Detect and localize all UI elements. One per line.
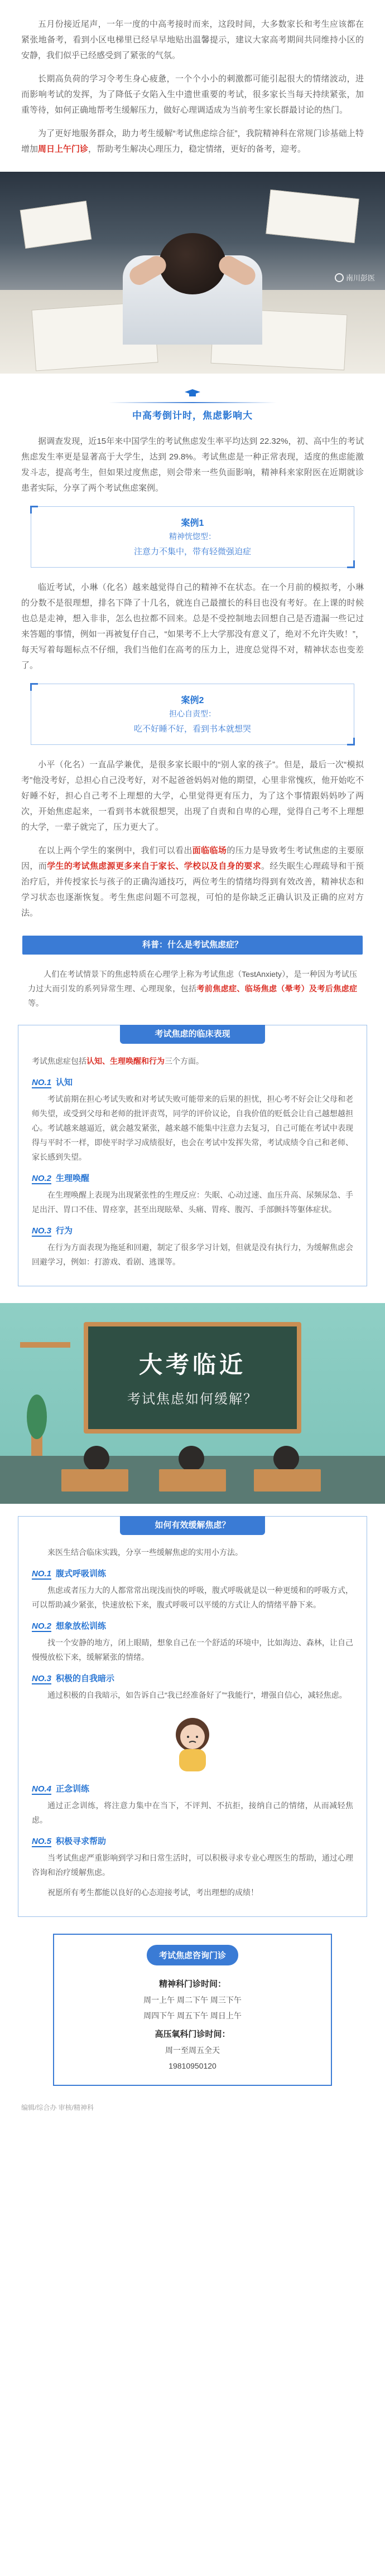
relief-item-text: 通过积极的自我暗示，如告诉自己“我已经准备好了”“我能行”，增强自信心，减轻焦虑。 xyxy=(47,1691,347,1699)
sign-item-name: 生理唤醒 xyxy=(56,1174,90,1183)
classroom-desk xyxy=(254,1469,321,1492)
intro-paragraph-1: 五月份接近尾声，一年一度的中高考接时而来，这段时间，大多数家长和考生应该都在紧张地备考，看到小区电梯里已经早早地贴出温馨提示，建议大家高考期间共同维持小区的安静，我们似乎已经感受到了紧张的气氛。 xyxy=(21,20,364,60)
classroom-desk xyxy=(159,1469,226,1492)
relief-item-header xyxy=(32,1672,353,1684)
relief-intro: 来医生结合临床实践，分享一些缓解焦虑的实用小方法。 xyxy=(47,1548,243,1557)
sign-item-name: 认知 xyxy=(56,1078,73,1087)
case2-p2-text-a: 在以上两个学生的案例中，我们可以看出 xyxy=(38,846,192,855)
case2-title: 案例2 xyxy=(181,696,204,705)
relief-card xyxy=(18,1516,367,1917)
relief-item-header xyxy=(32,1835,353,1847)
relief-item-text: 通过正念训练，将注意力集中在当下，不评判、不抗拒，接纳自己的情绪，从而减轻焦虑。 xyxy=(32,1801,353,1824)
relief-item-number: NO.4 xyxy=(32,1784,52,1794)
watermark-logo-icon xyxy=(335,273,344,282)
relief-item-name: 积极寻求帮助 xyxy=(56,1837,107,1846)
signs-intro xyxy=(32,1054,353,1068)
student-figure xyxy=(179,1446,204,1471)
corner-decoration xyxy=(30,506,38,514)
signs-intro-highlight: 认知、生理唤醒和行为 xyxy=(86,1057,165,1066)
case2-box xyxy=(31,684,354,745)
relief-card-title: 如何有效缓解焦虑？ xyxy=(120,1516,265,1535)
exam-classroom-photo xyxy=(0,172,385,374)
student-figure xyxy=(273,1446,299,1471)
relief-item-text: 找一个安静的地方，闭上眼睛，想象自己在一个舒适的环境中，比如海边、森林，让自己慢慢放松下来，缓解紧张的情绪。 xyxy=(32,1638,353,1662)
editor-footer: 编辑/综合办 审核/精神科 xyxy=(21,2104,94,2112)
case2-p2-text-c: 。经失眠生心理疏导和干预治疗后，并传授家长与孩子的正确沟通技巧，两位考生的情绪均得到有效改善，精神状态和学习状态也逐渐恢复。考生焦虑问题不可忽视，可怕的是你缺乏正确认识及正确的应对方法。 xyxy=(21,861,364,918)
classroom-desk xyxy=(61,1469,128,1492)
section1-body xyxy=(0,434,385,496)
case2-quote: 吃不好睡不好，看到书本就想哭 xyxy=(133,724,251,734)
case1-paragraph: 临近考试，小琳（化名）越来越觉得自己的精神不在状态。在一个月前的模拟考，小琳的分数不是很理想，排名下降了十几名，就连自己最擅长的科目也没有考好。在上课的时候也总是走神，想入非非，怎么也拉都不回来。总是不受控制地去回想自己是否遗漏一些记过来答题的事情，例如一再被复仔自己，“如果考不上大学那没有意义了，绝对不允许失败！”，每天写着每题标点不仔细，我们当他们在高考的压力上，进度总觉得不对，精神状态也变差了。 xyxy=(21,583,364,670)
case2-body xyxy=(0,757,385,921)
sign-item-number: NO.2 xyxy=(32,1174,52,1183)
wall-shelf xyxy=(20,1342,70,1348)
case2-p2-highlight-2: 学生的考试焦虑源更多来自于家长、学校以及自身的要求 xyxy=(47,861,262,871)
case2-type: 担心自责型： xyxy=(169,709,216,718)
schedule-phone: 19810950120 xyxy=(169,2061,216,2070)
sign-item-text: 考试前期在担心考试失败和对考试失败可能带来的后果的担忧，担心考不好会让父母和老师失望，或受到父母和老师的批评责骂，同学的评价议论，自我价值的贬低会让自己越想越担心。考试越来越逼近，就会越发紧张，越来越不能集中注意力去复习，自己可能在考试中表现得与平时不一样，即使平时学习成绩很好，也会在考试中发挥失常，考试成绩令自己和老师、家长感到失望。 xyxy=(32,1095,353,1161)
relief-item-name: 想象放松训练 xyxy=(56,1621,107,1631)
case1-body xyxy=(0,580,385,674)
case2-p2-highlight-1: 面临临场 xyxy=(192,846,227,855)
sign-item-name: 行为 xyxy=(56,1226,73,1236)
signs-card-body xyxy=(18,1044,367,1269)
corner-decoration xyxy=(347,560,355,568)
relief-item-number: NO.5 xyxy=(32,1837,52,1846)
relief-item-header xyxy=(32,1567,353,1580)
schedule-line: 周四下午 周五下午 周日上午 xyxy=(143,2011,242,2020)
relief-card-body xyxy=(18,1535,367,1900)
paper-stack xyxy=(20,201,92,249)
case1-type: 精神恍惚型： xyxy=(169,532,216,541)
photo-watermark xyxy=(335,272,375,283)
sign-item-header xyxy=(32,1172,353,1184)
chalkboard xyxy=(84,1322,301,1434)
definition-text-a: 人们在考试情景下的焦虑特质在心理学上称为考试焦虑（TestAnxiety），是一种因为考试压力过大而引发的系列异常生理、心理现象，包括 xyxy=(28,970,357,993)
thinking-girl-icon xyxy=(159,1708,226,1775)
relief-closing: 祝愿所有考生都能以良好的心态迎接考试，考出理想的成绩！ xyxy=(47,1888,258,1897)
relief-item-text: 当考试焦虑严重影响到学习和日常生活时，可以积极寻求专业心理医生的帮助，通过心理咨询和治疗缓解焦虑。 xyxy=(32,1853,353,1877)
relief-item-name: 积极的自我暗示 xyxy=(56,1674,115,1683)
schedule-title: 考试焦虑咨询门诊 xyxy=(147,1945,238,1965)
intro-section xyxy=(0,0,385,157)
watermark-text: 南川彭医 xyxy=(345,274,375,282)
intro-p3-text-b: ，帮助考生解决心理压力，稳定情绪，更好的备考，迎考。 xyxy=(88,144,306,154)
relief-item-number: NO.2 xyxy=(32,1621,52,1631)
schedule-line: 周一上午 周二下午 周三下午 xyxy=(143,1996,242,2004)
sign-item-text: 在生理唤醒上表现为出现紧张性的生理反应：失眠、心动过速、血压升高、尿频尿急、手足出汗、胃口不佳、胃痉挛，甚至出现眩晕、头痛、胃疼、腹泻、手部颤抖等躯体症状。 xyxy=(32,1190,353,1214)
definition-text xyxy=(28,967,357,1010)
relief-item-name: 腹式呼吸训练 xyxy=(56,1569,107,1578)
plant-icon xyxy=(26,1389,48,1456)
relief-item-name: 正念训练 xyxy=(56,1784,90,1794)
case1-quote: 注意力不集中，带有轻微强迫症 xyxy=(133,547,251,556)
graduation-cap-icon xyxy=(185,389,200,397)
section1-title: 中高考倒计时，焦虑影响大 xyxy=(132,410,253,421)
section1-header xyxy=(0,374,385,422)
sign-item-text: 在行为方面表现为拖延和回避，制定了很多学习计划，但就是没有执行力，为缓解焦虑会回避学习，例如：打游戏、看剧、逃课等。 xyxy=(32,1243,353,1266)
relief-item-header xyxy=(32,1783,353,1795)
case1-box xyxy=(31,506,354,568)
case2-p2-text-b: 的压力是导致考生考试焦虑的主要原因，而 xyxy=(21,846,364,871)
intro-paragraph-3 xyxy=(21,126,364,157)
intro-paragraph-2: 长期高负荷的学习令考生身心疲惫，一个个小小的刺激都可能引起很大的情绪波动，进而影响考试的发挥，为了降低子女陷入生中遗世重要的考试，很多家长当每天持续紧张，加重等待，如何正确地帮考生缓解压力，做好心理调适成为当前考生家长群最讨论的热门。 xyxy=(21,74,364,115)
case1-title: 案例1 xyxy=(181,519,204,528)
corner-decoration xyxy=(347,738,355,745)
schedule-line: 周一至周五全天 xyxy=(165,2046,220,2055)
signs-intro-b: 三个方面。 xyxy=(165,1057,204,1066)
relief-item-number: NO.1 xyxy=(32,1569,52,1578)
relief-item-header xyxy=(32,1620,353,1632)
sign-item-header xyxy=(32,1076,353,1088)
relief-item-number: NO.3 xyxy=(32,1674,52,1683)
definition-highlight: 考前焦虑症、临场焦虑（晕考）及考后焦虑症 xyxy=(196,984,358,993)
classroom-illustration xyxy=(0,1303,385,1504)
sign-item-number: NO.1 xyxy=(32,1078,52,1087)
corner-decoration xyxy=(30,683,38,691)
case2-paragraph-1: 小平（化名）一直品学兼优，是很多家长眼中的“别人家的孩子”。但是，最后一次“模拟考”他没考好，总担心自己没考好，对不起爸爸妈妈对他的期望，心里非常愧疚，他开始吃不好睡不好，担心自己考不上理想的大学，心里觉得更有压力，为了这个事情跟妈妈吵了两次，开始焦虑起来，一看到书本就很想哭，出现了自责和自卑的心理，觉得自己考不上理想的大学，一辈子就完了，压力更大了。 xyxy=(21,760,364,832)
sign-item-number: NO.3 xyxy=(32,1226,52,1236)
student-head xyxy=(159,233,226,294)
intro-p3-highlight: 周日上午门诊 xyxy=(38,144,89,154)
signs-card xyxy=(18,1025,367,1286)
paper-stack xyxy=(266,190,359,243)
schedule-subtitle-oxygen: 高压氧科门诊时间： xyxy=(155,2030,230,2039)
section1-paragraph: 据调查发现，近15年来中国学生的考试焦虑发生率平均达到 22.32%，初、高中生的考试焦虑发生率更是显著高于大学生，达到 29.8%。考试焦虑是一种正常表现，适度的焦虑能激发斗志，提高考生，但如果过度焦虑，则会带来一些负面影响，精神科来家附医在近期就诊患者实际，分享了两个考试焦虑案例。 xyxy=(21,437,364,493)
chalkboard-title: 大考临近 xyxy=(138,1352,246,1378)
intro-p3-text-a: 为了更好地服务群众，助力考生缓解“考试焦虑综合征”，我院精神科在常规门诊基础上特增加 xyxy=(21,129,364,154)
divider-line xyxy=(109,402,276,403)
relief-item-text: 焦虑或者压力大的人都常常出现浅而快的呼吸，腹式呼吸就是以一种更缓和的呼吸方式，可以帮助减少紧张，快速放松下来，腹式呼吸可以平缓的方式让人的情绪平静下来。 xyxy=(32,1586,353,1609)
case2-paragraph-2 xyxy=(21,843,364,921)
clinic-schedule-box xyxy=(53,1934,332,2086)
student-figure xyxy=(84,1446,109,1471)
definition-text-b: 等。 xyxy=(28,999,44,1008)
schedule-subtitle-psychiatry: 精神科门诊时间： xyxy=(158,1979,226,1989)
sign-item-header xyxy=(32,1224,353,1237)
definition-box xyxy=(22,965,363,1013)
what-is-banner: 科普：什么是考试焦虑症？ xyxy=(22,936,363,955)
signs-card-title: 考试焦虑的临床表现 xyxy=(120,1025,265,1044)
signs-intro-a: 考试焦虑症包括 xyxy=(32,1057,86,1066)
chalkboard-subtitle: 考试焦虑如何缓解？ xyxy=(127,1392,258,1407)
